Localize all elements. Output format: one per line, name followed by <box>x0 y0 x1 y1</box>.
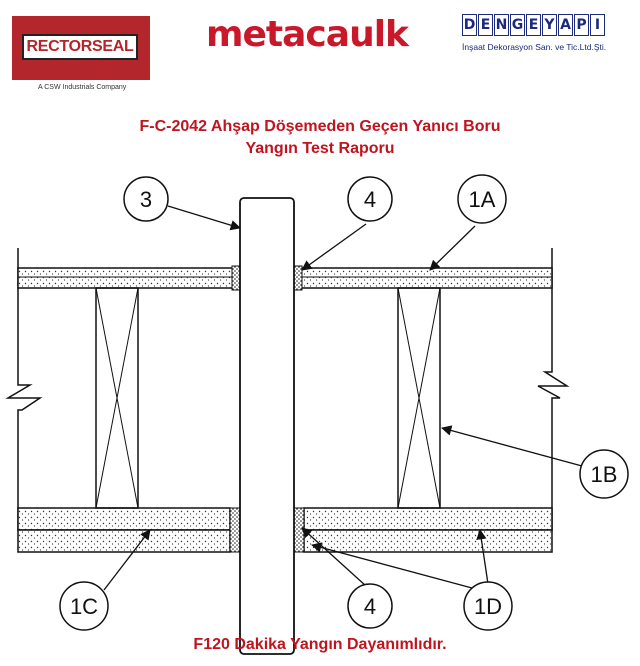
title-line-2: Yangın Test Raporu <box>245 140 395 157</box>
dengeyapi-letter: G <box>510 14 525 36</box>
rectorseal-tagline: A CSW Industrials Company <box>38 84 127 91</box>
svg-text:1C: 1C <box>69 594 99 619</box>
right-wall <box>538 248 567 530</box>
dengeyapi-letter: P <box>574 14 589 36</box>
callout-1d <box>464 582 512 630</box>
dengeyapi-subtitle: İnşaat Dekorasyon San. ve Tic.Ltd.Şti. <box>462 42 607 52</box>
combustible-pipe <box>240 198 294 654</box>
callout-1b <box>580 450 628 498</box>
callout-1c <box>60 582 108 630</box>
dengeyapi-letter: Y <box>542 14 557 36</box>
svg-text:4: 4 <box>363 187 377 212</box>
callout-1a <box>458 175 506 223</box>
joist-right <box>398 288 440 508</box>
joist-left <box>96 288 138 508</box>
svg-text:1B: 1B <box>590 462 618 487</box>
callout-3 <box>124 177 168 221</box>
svg-text:4: 4 <box>363 594 377 619</box>
dengeyapi-letter: E <box>478 14 493 36</box>
title-line-1: F-C-2042 Ahşap Döşemeden Geçen Yanıcı Boru <box>139 118 501 135</box>
callout-4-bottom <box>348 584 392 628</box>
callout-4-top <box>348 177 392 221</box>
svg-text:1A: 1A <box>468 187 496 212</box>
rectorseal-logo-text: RECTORSEAL <box>26 38 134 55</box>
footer-rating: F120 Dakika Yangın Dayanımlıdır. <box>193 636 447 653</box>
svg-text:1D: 1D <box>473 594 503 619</box>
dengeyapi-letter: E <box>526 14 541 36</box>
dengeyapi-letter: D <box>462 14 477 36</box>
dengeyapi-letter: I <box>590 14 605 36</box>
dengeyapi-letter: A <box>558 14 573 36</box>
metacaulk-logo: metacaulk <box>206 14 408 55</box>
left-wall <box>8 248 40 530</box>
svg-text:3: 3 <box>139 187 153 212</box>
dengeyapi-letter: N <box>494 14 509 36</box>
